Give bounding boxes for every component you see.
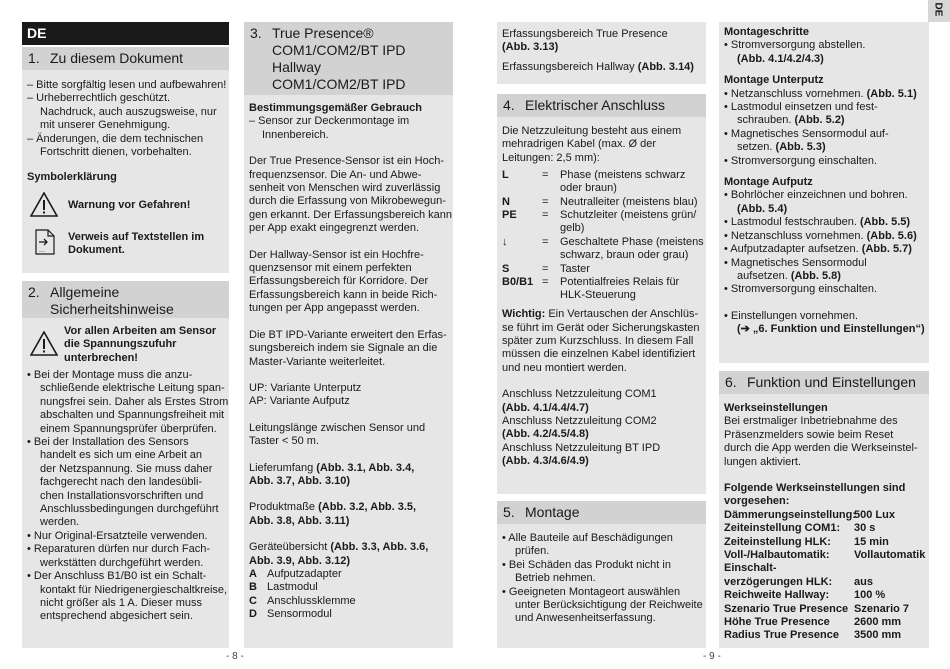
section-1-list: – Bitte sorgfältig lesen und aufbewahren! – Urheberrechtlich geschützt. Nachdruck, auch auszugsweise, nur mit unserer Genehmigung. – Änderungen, die dem technischen Fortschritt dienen, vorbehalten. (27, 79, 227, 159)
reference-legend: Verweis auf Textstellen im Dokument. (68, 231, 205, 257)
language-side-tab: DE (928, 0, 950, 22)
symbol-legend-title: Symbolerklärung (27, 171, 117, 183)
page-number-left: - 8 - (226, 651, 244, 662)
section-3-box (244, 22, 453, 648)
section-2-box (22, 281, 229, 648)
section-5-header: 5. Montage (497, 501, 706, 524)
section-3-body: Bestimmungsgemäßer Gebrauch – Sensor zur Deckenmontage im Innenbereich. Der True Presence-Sensor ist ein Hoch- frequenzsensor. Die An- und Abwe- senheit von Menschen wird zuverlässig durch die Erfassung von Mikrobewegun- gen erkannt. Der Erfassungsbereich kann per App exakt eingegrenzt werden. Der Hallway-Sensor ist ein Hochfre- quenzsensor mit einem perfekten Erfassungsbereich für Korridore. Der Erfassungsbereich kann in beide Rich- tungen per App angepasst werden. Die BT IPD-Variante erweitert den Erfas- sungsbereich indem sie Signale an die Master-Variante weiterleitet. UP: Variante Unterputz AP: Variante Aufputz Leitungslänge zwischen Sensor und Taster < 50 m. Lieferumfang (Abb. 3.1, Abb. 3.4, Abb. 3.7, Abb. 3.10) Produktmaße (Abb. 3.2, Abb. 3.5, Abb. 3.8, Abb. 3.11) Geräteübersicht (Abb. 3.3, Abb. 3.6, Abb. 3.9, Abb. 3.12) A Aufputzadapter B Lastmodul C Anschlussklemme D Sensormodul (249, 102, 453, 621)
part-a: A Aufputzadapter (249, 567, 342, 580)
mounting-steps-box (719, 22, 929, 363)
mounting-steps: Montageschritte • Stromversorgung abstellen. (Abb. 4.1/4.2/4.3) Montage Unterputz • Netzanschluss vornehmen. (Abb. 5.1) • Lastmodul einsetzen und fest- schrauben. (Abb. 5.2) • Magnetisches Sensormodul auf- setzen. (Abb. 5.3) • Stromversorgung einschalten. Montage Aufputz • Bohrlöcher einzeichnen und bohren. (Abb. 5.4) • Lastmodul festschrauben. (Abb. 5.5) • Netzanschluss vornehmen. (Abb. 5.6) • Aufputzadapter aufsetzen. (Abb. 5.7) • Magnetisches Sensormodul aufsetzen. (Abb. 5.8) • Stromversorgung einschalten. • Einstellungen vornehmen. (➔ „6. Funktion und Einstellungen“) (724, 26, 925, 336)
section-5-box (497, 501, 706, 648)
part-d: D Sensormodul (249, 608, 332, 621)
section-2-header: 2. Allgemeine Sicherheitshinweise (22, 281, 229, 318)
section-6-box (719, 371, 929, 648)
document-reference-icon (35, 229, 55, 255)
language-tab: DE (22, 22, 229, 45)
page-number-right: - 9 - (703, 651, 721, 662)
section-4-body: Die Netzzuleitung besteht aus einem mehradrigen Kabel (max. Ø der Leitungen: 2,5 mm): L = Phase (meistens schwarz oder braun) N = Neutralleiter (meistens blau) PE = Schutzleiter (meistens grün/ gelb) ↓ = Geschaltete Phase (meistens schwarz, braun oder grau) S = Taster B0/B1 = Potentialfreies Relais für HLK-Steuerung Wichtig: Ein Vertauschen der Anschlüs- se führt im Gerät oder Sicherungskasten später zum Kurzschluss. In diesem Fall müssen die einzelnen Kabel identifiziert und neu montiert werden. Anschluss Netzzuleitung COM1 (Abb. 4.1/4.4/4.7) Anschluss Netzzuleitung COM2 (Abb. 4.2/4.5/4.8) Anschluss Netzzuleitung BT IPD (Abb. 4.3/4.6/4.9) (502, 125, 704, 468)
section-6-header: 6. Funktion und Einstellungen (719, 371, 929, 394)
safety-list: • Bei der Montage muss die anzu- schließende elektrische Leitung span- nungsfrei sein. Daher als Erstes Strom abschalten und Spannungsfreiheit mit einem Spannungsprüfer überprüfen. • Bei der Installation des Sensors handelt es sich um eine Arbeit an der Netzspannung. Sie muss daher fachgerecht nach den landesübli- chen Installationsvorschriften und Anschlussbedingungen durchgeführt werden. • Nur Original-Ersatzteile verwenden. • Reparaturen dürfen nur durch Fach- werkstätten durchgeführt werden. • Der Anschluss B1/B0 ist ein Schalt- kontakt für Niedrigenergieschaltkreise, nicht größer als 1 A. Dieser muss entsprechend abgesichert sein. (27, 369, 229, 623)
wire-table: L = Phase (meistens schwarz oder braun) N = Neutralleiter (meistens blau) PE = Schutzleiter (meistens grün/ gelb) ↓ = Geschaltete Phase (meistens schwarz, braun oder grau) S = Taster B0/B1 = Potentialfreies Relais für HLK-Steuerung (502, 169, 704, 302)
part-b: B Lastmodul (249, 581, 318, 594)
section-5-list: • Alle Bauteile auf Beschädigungen prüfen. • Bei Schäden das Produkt nicht in Betrieb nehmen. • Geeigneten Montageort auswählen unter Berücksichtigung der Reichweite und Anwesenheitserfassung. (502, 532, 703, 625)
section-1-box (22, 47, 229, 273)
safety-warning: Vor allen Arbeiten am Sensor die Spannungszufuhr unterbrechen! (64, 325, 217, 364)
section-1-header: 1. Zu diesem Dokument (22, 47, 229, 70)
section-4-header: 4. Elektrischer Anschluss (497, 94, 706, 117)
detection-range-box: Erfassungsbereich True Presence (Abb. 3.13) Erfassungsbereich Hallway (Abb. 3.14) (497, 22, 706, 84)
switched-phase-arrow-icon: ↓ (502, 236, 508, 249)
svg-text:...: ... (39, 247, 45, 254)
factory-settings-table: Dämmerungseinstellung: 500 Lux Zeiteinstellung COM1: 30 s Zeiteinstellung HLK: 15 min Voll-/Halbautomatik: Vollautomatik Einschalt- verzögerungen HLK: aus Reichweite Hallway: 100 % Szenario True Presence Szenario 7 Höhe True Presence 2600 mm Radius True Presence 3500 mm (724, 508, 926, 642)
section-3-header: 3. True Presence® COM1/COM2/BT IPD Hallway COM1/COM2/BT IPD (244, 22, 453, 95)
warning-icon (30, 331, 58, 356)
part-c: C Anschlussklemme (249, 594, 356, 607)
warning-icon (30, 192, 58, 217)
section-6-body: Werkseinstellungen Bei erstmaliger Inbetriebnahme des Präsenzmelders sowie beim Reset durch die App werden die Werkseinstel- lungen aktiviert. Folgende Werkseinstellungen sind vorgesehen: Dämmerungseinstellung: 500 Lux Zeiteinstellung COM1: 30 s Zeiteinstellung HLK: 15 min Voll-/Halbautomatik: Vollautomatik Einschalt- verzögerungen HLK: aus Reichweite Hallway: 100 % Szenario True Presence Szenario 7 Höhe True Presence 2600 mm Radius True Presence 3500 mm (724, 402, 926, 642)
section-4-box (497, 94, 706, 494)
warning-legend: Warnung vor Gefahren! (68, 199, 191, 211)
